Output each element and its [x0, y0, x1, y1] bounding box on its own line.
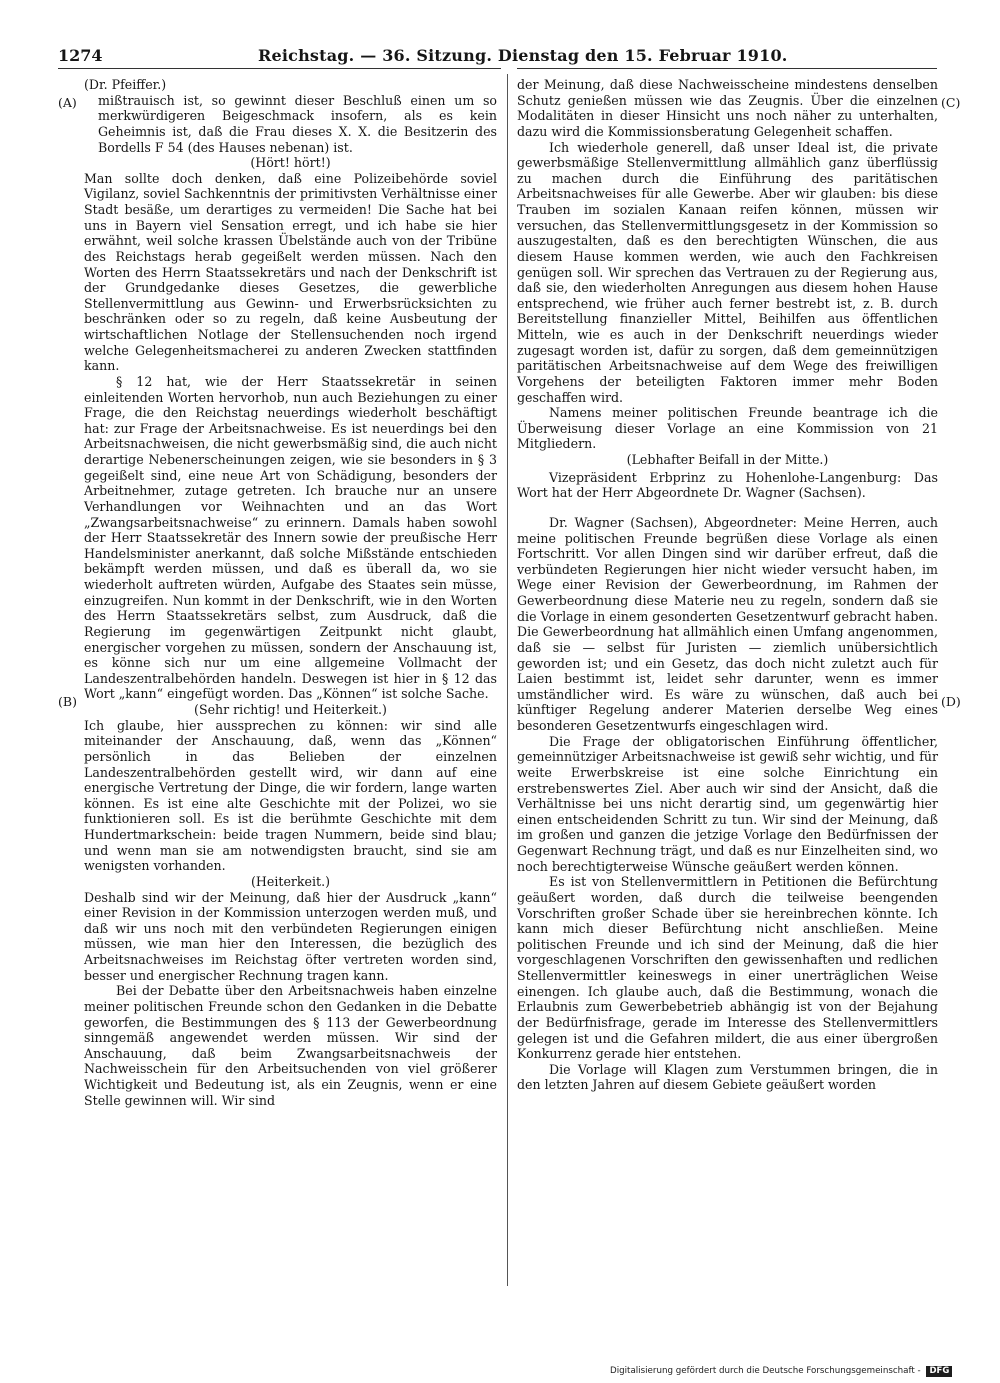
interjection: (Heiterkeit.) — [251, 873, 330, 889]
paragraph: § 12 hat, wie der Herr Staatssekretär in seinen einleitenden Worten hervorhob, nun auch Beziehungen zu einer Frage, die den Reichstag neuerdings wiederholt beschäftigt hat: zur Frage der Arbeitsnachweise. Es ist neuerdings bei den Arbeitsnachweisen, die nicht gewerbsmäßig sind, die auch nicht derartige Nebenerscheinungen zeigen, wie sie besonders in § 3 gegeißelt sind, eine neue Art von Schädigung, besonders der Arbeitnehmer, zutage getreten. Ich brauche nur an unsere Verhandlungen vor Weihnachten und an das Wort „Zwangsarbeitsnachweise“ zu erinnern. Damals haben sowohl der Herr Staatssekretär des Innern sowie der preußische Herr Handelsminister anerkannt, daß solche Mißstände entschieden bekämpft werden müssen, und daß es überall da, wo sie wiederholt auftreten würden, Aufgabe des Staates sein müsse, einzugreifen. Nun kommt in der Denkschrift, wie in den Worten des Herrn Staatssekretärs selbst, zum Ausdruck, daß die Regierung im gegenwärtigen Zeitpunkt nicht glaubt, energischer vorgehen zu müssen, sondern der Anschauung ist, es könne sich nur um eine allgemeine Vollmacht der Landeszentralbehörden handeln. Deswegen ist hier in § 12 das Wort „kann“ eingefügt worden. Das „Können“ ist solche Sache. — [84, 373, 497, 702]
paragraph: Ich glaube, hier aussprechen zu können: wir sind alle miteinander der Anschauung, daß, wenn das „Können“ persönlich in das Belieben der einzelnen Landeszentralbehörden gestellt wird, wir dann auf eine energische Vertretung der Dinge, die wir fordern, lange warten können. Es ist eine alte Geschichte mit der Polizei, wo sie funktionieren soll. Es ist die berühmte Geschichte mit dem Hundertmarkschein: beide tragen Nummern, beide sind blau; und wenn man sie am notwendigsten braucht, sind sie am wenigsten vorhanden. — [84, 717, 497, 874]
page-header — [58, 46, 941, 68]
left-column — [84, 77, 497, 1108]
header-rule-right — [517, 68, 937, 69]
paragraph: Bei der Debatte über den Arbeitsnachweis haben einzelne meiner politischen Freunde schon den Gedanken in die Debatte geworfen, die Bestimmungen des § 113 der Gewerbeordnung sinngemäß angewendet werden müssen. Wir sind der Anschauung, daß beim Zwangsarbeitsnachweis der Nachweisschein für den Arbeitsuchenden von viel größerer Wichtigkeit und Bedeutung ist, als ein Zeugnis, wenn er eine Stelle gewinnen will. Wir sind — [84, 983, 497, 1108]
paragraph: mißtrauisch ist, so gewinnt dieser Beschluß einen um so merkwürdigeren Beigeschmack insofern, als es kein Geheimnis ist, daß die Frau dieses X. X. die Besitzerin des Bordells F 54 (des Hauses nebenan) ist. — [98, 92, 497, 155]
interjection: (Lebhafter Beifall in der Mitte.) — [626, 452, 829, 467]
paragraph: Es ist von Stellenvermittlern in Petitionen die Befürchtung geäußert worden, daß durch die teilweise beengenden Vorschriften großer Schade über sie hereinbrechen könnte. Ich kann mich dieser Befürchtung nicht anschließen. Meine politischen Freunde und ich sind der Meinung, daß die hier vorgeschlagenen Vorschriften den gewissenhaften und redlichen Stellenvermittler keineswegs in einer unerträglichen Weise einengen. Ich glaube auch, daß die Bestimmung, wonach die Erlaubnis zum Gewerbebetrieb abhängig ist von der Bejahung der Bedürfnisfrage, gerade im Interesse des Stellenvermittlers gelegen ist und die Gefahren mildert, die aus einer übergroßen Konkurrenz gerade hier entstehen. — [517, 874, 938, 1062]
interjection: (Hört! hört!) — [250, 155, 331, 171]
paragraph: Deshalb sind wir der Meinung, daß hier der Ausdruck „kann“ einer Revision in der Kommission unterzogen werden muß, und daß wir uns noch mit den verbündeten Regierungen einigen müssen, wie man hier den Interessen, die bezüglich des Arbeitsnachweises im Reichstag öfter vertreten worden sind, besser und energischer Rechnung tragen kann. — [84, 889, 497, 983]
right-column — [517, 77, 938, 1093]
paragraph: Namens meiner politischen Freunde beantrage ich die Überweisung dieser Vorlage an eine Kommission von 21 Mitgliedern. — [517, 405, 938, 452]
paragraph: Ich wiederhole generell, daß unser Ideal ist, die private gewerbsmäßige Stellenvermittlung allmählich ganz überflüssig zu machen durch die Einführung des paritätischen Arbeitsnachweises für alle Gewerbe. Aber wir glauben: bis diese Trauben im sozialen Kanaan reifen können, müssen wir versuchen, das Stellenvermittlungsgesetz in der Kommission so auszugestalten, daß es den berechtigten Wünschen, die aus diesem Hause kommen werden, wie auch den Fachkreisen genügen soll. Wir sprechen das Vertrauen zu der Regierung aus, daß sie, den wiederholten Anregungen aus diesem hohen Hause entsprechend, wie früher auch ferner bestrebt ist, z. B. durch Bereitstellung finanzieller Mittel, Beihilfen aus öffentlichen Mitteln, wie es auch in der Denkschrift neuerdings wieder zugesagt worden ist, dafür zu sorgen, daß dem gemeinnützigen paritätischen Arbeitsnachweise auf dem Wege des freiwilligen Vorgehens der beteiligten Faktoren immer mehr Boden geschaffen wird. — [517, 139, 938, 405]
paragraph: Die Vorlage will Klagen zum Verstummen bringen, die in den letzten Jahren auf diesem Gebiete geäußert worden — [517, 1061, 938, 1093]
margin-letter-a: (A) — [58, 95, 77, 110]
header-rule-left — [58, 68, 501, 69]
dfg-logo: DFG — [926, 1366, 952, 1377]
funding-credit: Digitalisierung gefördert durch die Deutsche Forschungsgemeinschaft - — [610, 1366, 921, 1376]
margin-letter-b: (B) — [58, 694, 77, 709]
page-number: 1274 — [58, 46, 103, 65]
column-divider — [507, 74, 508, 1286]
margin-letter-c: (C) — [941, 95, 961, 110]
footer-credit — [610, 1366, 952, 1377]
paragraph: der Meinung, daß diese Nachweisscheine mindestens denselben Schutz genießen müssen wie das Zeugnis. Über die einzelnen Modalitäten in dieser Hinsicht uns noch näher zu unterhalten, dazu wird die Kommissionsberatung Gelegenheit schaffen. — [517, 77, 938, 139]
interjection: (Sehr richtig! und Heiterkeit.) — [194, 702, 387, 717]
paragraph: Man sollte doch denken, daß eine Polizeibehörde soviel Vigilanz, soviel Sachkenntnis der primitivsten Verhältnisse einer Stadt besäße, um derartiges zu vermeiden! Die Sache hat bei uns in Bayern viel Sensation erregt, und ich habe sie hier erwähnt, weil solche krassen Übelstände auch von der Tribüne des Reichstags herab gegeißelt werden müssen. Nach den Worten des Herrn Staatssekretärs und nach der Denkschrift ist der Grundgedanke dieses Gesetzes, die gewerbliche Stellenvermittlung aus Gewinn- und Erwerbsrücksichten zu beschränken oder so zu regeln, daß keine Ausbeutung der wirtschaftlichen Notlage der Stellensuchenden noch irgend welche Gelegenheitsmacherei zu anderen Zwecken stattfinden kann. — [84, 170, 497, 374]
president-statement: Vizepräsident Erbprinz zu Hohenlohe-Langenburg: Das Wort hat der Herr Abgeordnete Dr. Wagner (Sachsen). — [517, 469, 938, 501]
running-title: Reichstag. — 36. Sitzung. Dienstag den 15. Februar 1910. — [258, 46, 788, 65]
speaker-paragraph: Dr. Wagner (Sachsen), Abgeordneter: Meine Herren, auch meine politischen Freunde begrüßen diese Vorlage als einen Fortschritt. Vor allen Dingen sind wir darüber erfreut, daß die verbündeten Regierungen hier nicht wieder versucht haben, im Wege einer Revision der Gewerbeordnung, im Rahmen der Gewerbeordnung diese Materie neu zu regeln, sondern daß sie die Vorlage in einem gesonderten Gesetzentwurf gebracht haben. Die Gewerbeordnung hat allmählich einen Umfang angenommen, daß sie — selbst für Juristen — ziemlich unübersichtlich geworden ist; und ein Gesetz, das doch nicht zuletzt auch für Laien bestimmt ist, leidet sehr darunter, wenn es immer umständlicher wird. Es wäre zu wünschen, daß auch bei künftiger Regelung anderer Materien derselbe Weg eines besonderen Gesetzentwurfs eingeschlagen wird. — [517, 514, 939, 733]
speaker-label: (Dr. Pfeiffer.) — [84, 77, 167, 92]
margin-letter-d: (D) — [941, 694, 961, 709]
paragraph: Die Frage der obligatorischen Einführung öffentlicher, gemeinnütziger Arbeitsnachweise ist gewiß sehr wichtig, und für weite Erwerbskreise ist eine solche Einrichtung ein erstrebenswertes Ziel. Aber auch wir sind der Ansicht, daß die Verhältnisse bei uns nicht derartig sind, um gegenwärtig hier einen entscheidenden Schritt zu tun. Wir sind der Meinung, daß im großen und ganzen die jetzige Vorlage den Bedürfnissen der Gegenwart Rechnung trägt, und daß es nur Einzelheiten sind, wo noch berechtigterweise Wünsche geäußert werden können. — [517, 733, 938, 874]
